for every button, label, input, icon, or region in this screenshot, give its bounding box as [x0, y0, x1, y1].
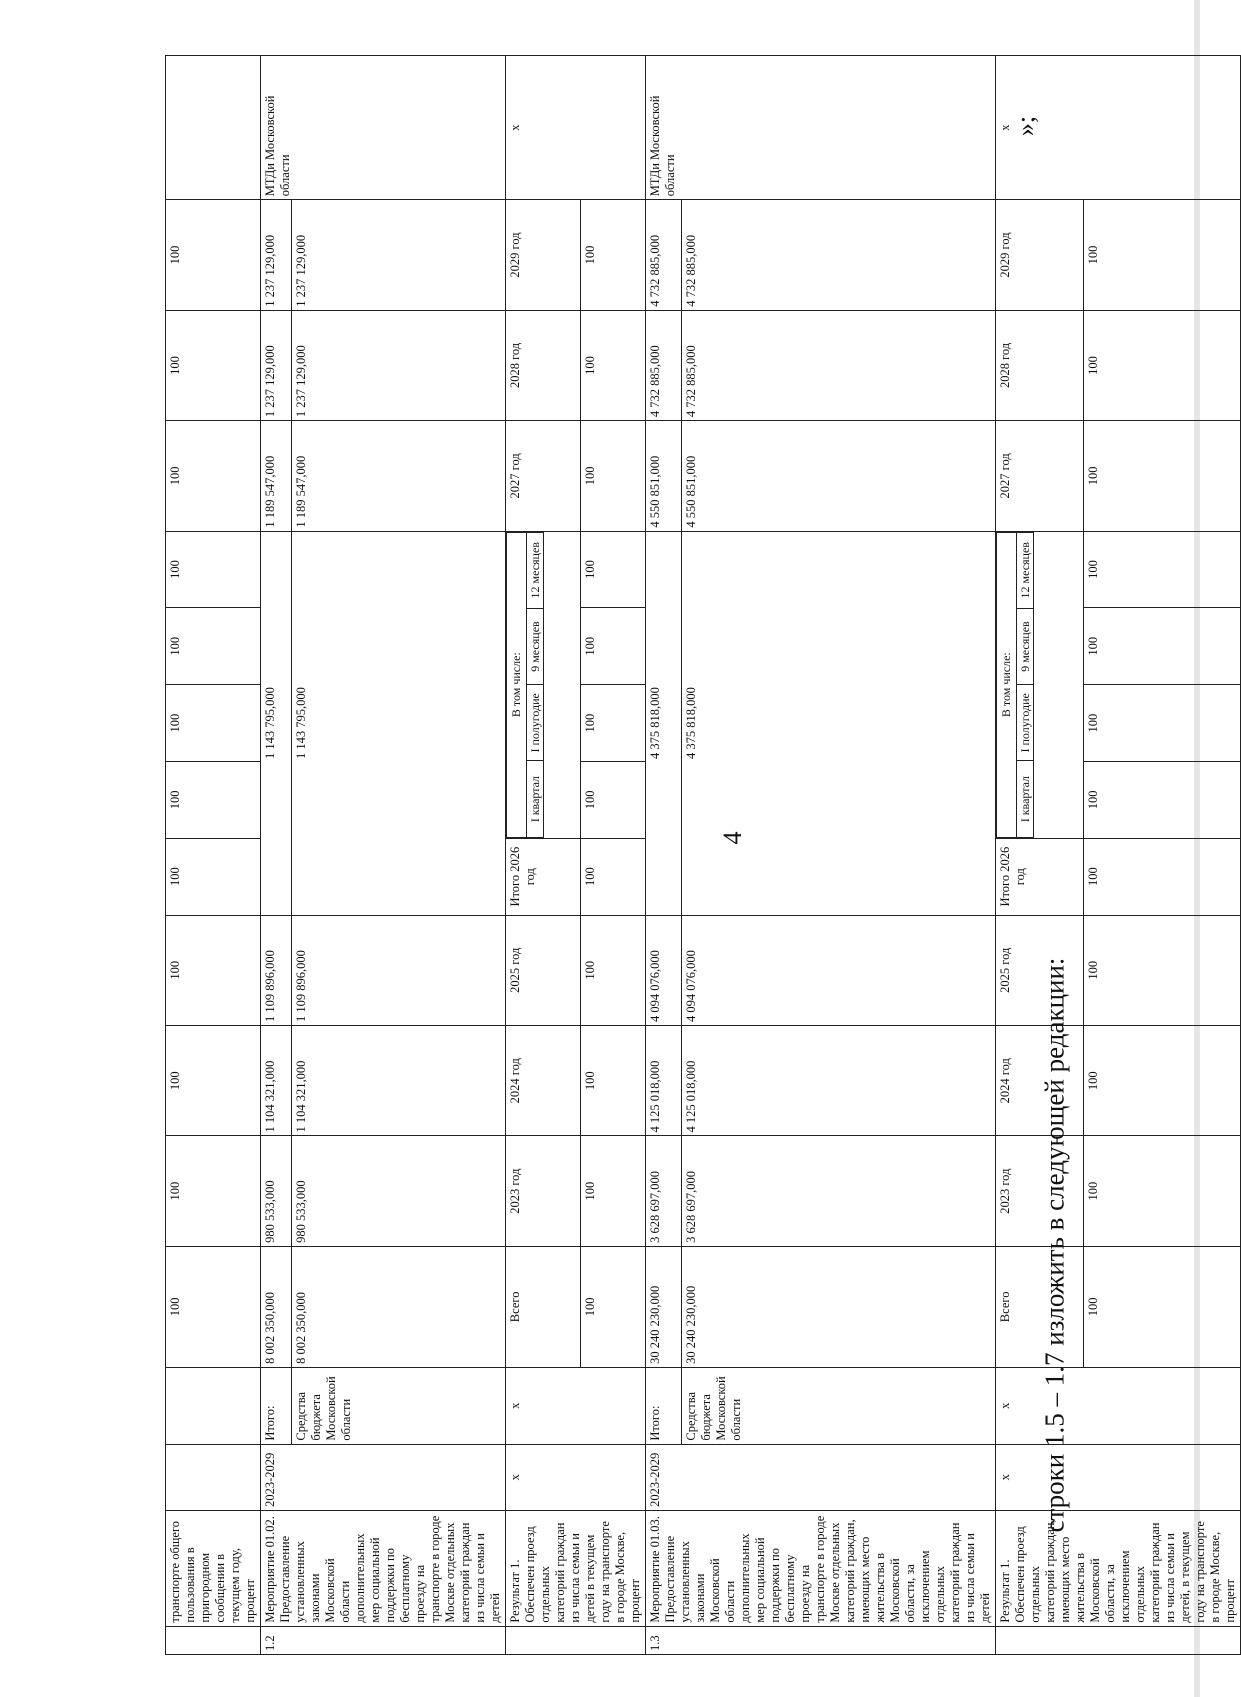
subheader-table: [996, 532, 1034, 838]
cell-value: 100: [581, 915, 646, 1025]
cell-value: 100: [1083, 1025, 1240, 1135]
cell-value: 100: [166, 531, 261, 608]
caption-text: строки 1.5 – 1.7 изложить в следующей редакции:: [1039, 957, 1070, 1533]
cell-value: 100: [166, 310, 261, 420]
cell-amount: 30 240 230,000: [681, 1246, 995, 1367]
cell-name: Результат 1. Обеспечен проезд отдельных категорий граждан, имеющих место жительства в Московской области, за исключением отдельных категорий граждан из числа семьи и детей, в текущем году на транспорте в городе Москве, процент: [996, 1510, 1241, 1626]
cell-value: 100: [1083, 421, 1240, 531]
cell-name: Мероприятие 01.02. Предоставление установленных законами Московской области дополнительных мер социальной поддержки по бесплатному проезду на транспорте в городе Москве отдельных категорий граждан из числа семьи и детей: [261, 1510, 506, 1626]
cell-x: x: [506, 56, 646, 200]
cell-amount: 4 732 885,000: [646, 200, 682, 310]
cell-years: 2023-2029: [261, 1444, 506, 1510]
cell-value: 100: [581, 608, 646, 685]
cell-amount: 1 237 129,000: [261, 310, 292, 420]
cell-value: 100: [1083, 608, 1240, 685]
cell-x: x: [996, 1444, 1241, 1510]
cell-header: 2023 год: [506, 1136, 581, 1246]
cell-header: Итого 2026 год: [996, 838, 1084, 915]
cell-amount-2026: 4 375 818,000: [681, 531, 995, 915]
cell-value: 100: [166, 1025, 261, 1135]
cell-incl-label: В том числе:: [507, 532, 527, 837]
cell-header: 2025 год: [996, 915, 1084, 1025]
cell-value: 100: [166, 1136, 261, 1246]
cell-num: [166, 1626, 261, 1654]
cell-value: 100: [166, 838, 261, 915]
cell-amount: 4 550 851,000: [646, 421, 682, 531]
table-row-1-2-budget: [292, 56, 506, 1655]
subheader-table: [506, 532, 544, 838]
cell-amount: 4 125 018,000: [681, 1025, 995, 1135]
cell-value: 100: [166, 200, 261, 310]
cell-value: 100: [166, 608, 261, 685]
cell-header: Всего: [506, 1246, 581, 1367]
cell-value: 100: [1083, 310, 1240, 420]
cell-amount: 4 094 076,000: [681, 915, 995, 1025]
cell-amount-2026: 1 143 795,000: [261, 531, 292, 915]
cell-m9: 9 месяцев: [527, 608, 544, 684]
cell-header: 2024 год: [996, 1025, 1084, 1135]
table-row-1-3-budget: [681, 56, 995, 1655]
cell-header: 2028 год: [996, 310, 1084, 420]
cell-amount: 8 002 350,000: [292, 1246, 506, 1367]
cell-amount: 30 240 230,000: [646, 1246, 682, 1367]
cell-source-budget: Средства бюджета Московской области: [292, 1367, 506, 1444]
table-row-1-2-total: [261, 56, 292, 1655]
cell-q1: I квартал: [527, 761, 544, 837]
cell-value: 100: [1083, 1246, 1240, 1367]
cell-value: 100: [581, 531, 646, 608]
cell-value: 100: [1083, 200, 1240, 310]
cell-value: 100: [166, 1246, 261, 1367]
cell-years: 2023-2029: [646, 1444, 996, 1510]
cell-header: Всего: [996, 1246, 1084, 1367]
cell-amount: 980 533,000: [261, 1136, 292, 1246]
closing-mark: »;: [1011, 115, 1040, 137]
cell-value: 100: [581, 685, 646, 762]
cell-header: 2024 год: [506, 1025, 581, 1135]
cell-amount: 980 533,000: [292, 1136, 506, 1246]
cell-executor: МТДи Московской области: [261, 56, 506, 200]
cell-value: 100: [581, 200, 646, 310]
cell-value: 100: [581, 421, 646, 531]
cell-value: 100: [581, 310, 646, 420]
cell-amount: 4 732 885,000: [681, 200, 995, 310]
cell-amount: 4 125 018,000: [646, 1025, 682, 1135]
cell-value: 100: [1083, 761, 1240, 838]
table-row-result-1-2-header: [506, 56, 581, 1655]
cell-header: 2025 год: [506, 915, 581, 1025]
page-number: 4: [718, 831, 747, 845]
cell-h1: I полугодие: [1017, 685, 1034, 761]
cell-value: 100: [581, 761, 646, 838]
cell-amount: 1 237 129,000: [261, 200, 292, 310]
cell-executor: МТДи Московской области: [646, 56, 996, 200]
program-table: [165, 55, 1241, 1655]
cell-amount: 4 732 885,000: [646, 310, 682, 420]
cell-amount: 1 109 896,000: [261, 915, 292, 1025]
cell-header: 2028 год: [506, 310, 581, 420]
cell-header: 2027 год: [996, 421, 1084, 531]
cell-header: 2027 год: [506, 421, 581, 531]
cell-source-total: Итого:: [646, 1367, 682, 1444]
cell-value: 100: [1083, 838, 1240, 915]
table-row-1-3-total: [646, 56, 682, 1655]
cell-amount: 1 189 547,000: [261, 421, 292, 531]
table-row-continuation: [166, 56, 261, 1655]
cell-value: 100: [1083, 531, 1240, 608]
cell-amount-2026: 1 143 795,000: [292, 531, 506, 915]
cell-amount: 4 550 851,000: [681, 421, 995, 531]
cell-value: 100: [166, 685, 261, 762]
cell-header: Итого 2026 год: [506, 838, 581, 915]
cell-incl-label: В том числе:: [997, 532, 1017, 837]
cell-source-total: Итого:: [261, 1367, 292, 1444]
cell-x: x: [996, 56, 1241, 200]
cell-source-budget: Средства бюджета Московской области: [681, 1367, 995, 1444]
cell-x: x: [996, 1367, 1241, 1444]
cell-value: 100: [581, 838, 646, 915]
cell-m12: 12 месяцев: [527, 532, 544, 608]
cell-h1: I полугодие: [527, 685, 544, 761]
cell-m12: 12 месяцев: [1017, 532, 1034, 608]
cell-amount: 1 104 321,000: [292, 1025, 506, 1135]
cell-name: Результат 1. Обеспечен проезд отдельных категорий граждан из числа семьи и детей в текущем году на транспорте в городе Москве, процент: [506, 1510, 646, 1626]
cell-name: Мероприятие 01.03. Предоставление установленных законами Московской области дополнительных мер социальной поддержки по бесплатному проезду на транспорте в городе Москве отдельных категорий граждан, имеющих место жительства в Московской области, за исключением отдельных категорий граждан из числа семьи и детей: [646, 1510, 996, 1626]
cell-value: 100: [1083, 915, 1240, 1025]
cell-m9: 9 месяцев: [1017, 608, 1034, 684]
cell-amount: 1 189 547,000: [292, 421, 506, 531]
cell-x: x: [506, 1444, 646, 1510]
cell-name: транспорте общего пользования в пригородном сообщении в текущем году, процент: [166, 1510, 261, 1626]
cell-value: 100: [166, 421, 261, 531]
cell-value: 100: [581, 1246, 646, 1367]
cell-num: 1.2: [261, 1626, 506, 1654]
cell-x: x: [506, 1367, 646, 1444]
cell-value: 100: [581, 1025, 646, 1135]
cell-amount: 8 002 350,000: [261, 1246, 292, 1367]
cell-subheader-group: [996, 531, 1084, 838]
cell-amount: 4 094 076,000: [646, 915, 682, 1025]
cell-value: 100: [581, 1136, 646, 1246]
cell-amount: 1 104 321,000: [261, 1025, 292, 1135]
cell-header: 2029 год: [506, 200, 581, 310]
cell-num: 1.3: [646, 1626, 996, 1654]
cell-amount: 1 109 896,000: [292, 915, 506, 1025]
cell-amount: 3 628 697,000: [681, 1136, 995, 1246]
cell-amount: 1 237 129,000: [292, 310, 506, 420]
cell-amount: 1 237 129,000: [292, 200, 506, 310]
cell-q1: I квартал: [1017, 761, 1034, 837]
cell-value: 100: [1083, 685, 1240, 762]
cell-amount: 3 628 697,000: [646, 1136, 682, 1246]
cell-value: 100: [166, 761, 261, 838]
cell-value: 100: [1083, 1136, 1240, 1246]
cell-header: 2023 год: [996, 1136, 1084, 1246]
cell-amount: 4 732 885,000: [681, 310, 995, 420]
cell-amount-2026: 4 375 818,000: [646, 531, 682, 915]
cell-subheader-group: [506, 531, 581, 838]
cell-header: 2029 год: [996, 200, 1084, 310]
cell-value: 100: [166, 915, 261, 1025]
